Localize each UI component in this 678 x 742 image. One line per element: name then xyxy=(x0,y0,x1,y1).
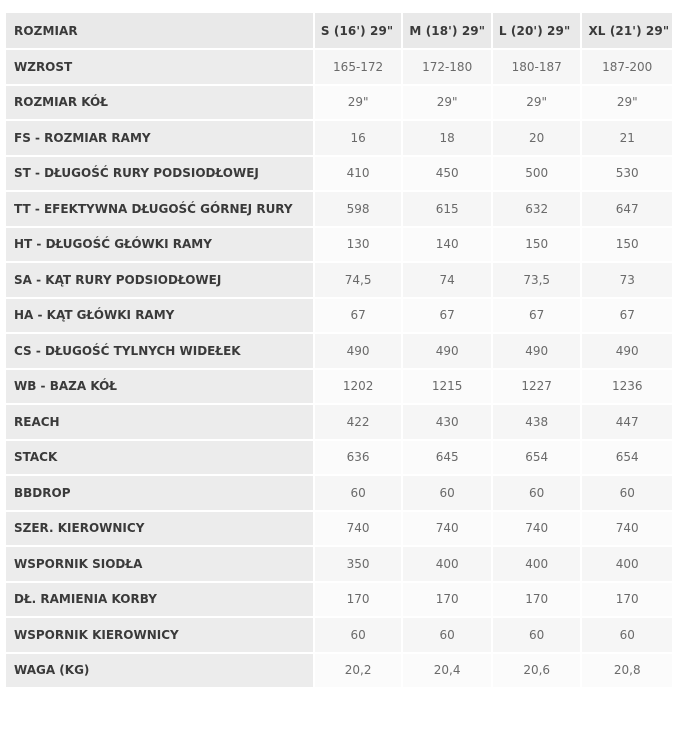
header-size-m: M (18') 29" xyxy=(403,13,491,48)
table-cell: 400 xyxy=(582,547,672,581)
table-cell: 165-172 xyxy=(315,50,402,84)
table-cell: 654 xyxy=(582,441,672,475)
table-cell: 490 xyxy=(315,334,402,368)
table-row xyxy=(6,157,672,191)
header-label: ROZMIAR xyxy=(6,13,313,48)
table-cell: 67 xyxy=(582,299,672,333)
table-cell: 29" xyxy=(315,86,402,120)
header-size-s: S (16') 29" xyxy=(315,13,402,48)
table-cell: 615 xyxy=(403,192,491,226)
table-cell: 170 xyxy=(315,583,402,617)
table-cell: 645 xyxy=(403,441,491,475)
table-row xyxy=(6,441,672,475)
table-cell: 490 xyxy=(582,334,672,368)
table-cell: 430 xyxy=(403,405,491,439)
table-cell: 1227 xyxy=(493,370,581,404)
row-label: SZER. KIEROWNICY xyxy=(6,512,313,546)
table-cell: 20,6 xyxy=(493,654,581,688)
table-body xyxy=(6,50,672,687)
table-cell: 20,2 xyxy=(315,654,402,688)
row-label: FS - ROZMIAR RAMY xyxy=(6,121,313,155)
table-cell: 410 xyxy=(315,157,402,191)
table-cell: 29" xyxy=(582,86,672,120)
table-cell: 67 xyxy=(315,299,402,333)
header-size-l: L (20') 29" xyxy=(493,13,581,48)
geometry-table xyxy=(4,11,674,689)
table-cell: 150 xyxy=(582,228,672,262)
table-cell: 60 xyxy=(582,476,672,510)
table-cell: 130 xyxy=(315,228,402,262)
table-cell: 1202 xyxy=(315,370,402,404)
table-row xyxy=(6,50,672,84)
table-cell: 447 xyxy=(582,405,672,439)
row-label: WB - BAZA KÓŁ xyxy=(6,370,313,404)
table-cell: 16 xyxy=(315,121,402,155)
table-cell: 150 xyxy=(493,228,581,262)
table-cell: 20,8 xyxy=(582,654,672,688)
table-cell: 400 xyxy=(403,547,491,581)
table-row xyxy=(6,618,672,652)
table-cell: 170 xyxy=(582,583,672,617)
table-cell: 140 xyxy=(403,228,491,262)
table-cell: 654 xyxy=(493,441,581,475)
row-label: REACH xyxy=(6,405,313,439)
table-cell: 73 xyxy=(582,263,672,297)
table-cell: 490 xyxy=(403,334,491,368)
table-row xyxy=(6,547,672,581)
table-cell: 1215 xyxy=(403,370,491,404)
row-label: WAGA (KG) xyxy=(6,654,313,688)
table-cell: 60 xyxy=(403,476,491,510)
table-cell: 60 xyxy=(403,618,491,652)
table-cell: 422 xyxy=(315,405,402,439)
row-label: SA - KĄT RURY PODSIODŁOWEJ xyxy=(6,263,313,297)
table-cell: 740 xyxy=(403,512,491,546)
row-label: ROZMIAR KÓŁ xyxy=(6,86,313,120)
table-cell: 450 xyxy=(403,157,491,191)
table-cell: 20 xyxy=(493,121,581,155)
row-label: CS - DŁUGOŚĆ TYLNYCH WIDEŁEK xyxy=(6,334,313,368)
table-cell: 60 xyxy=(582,618,672,652)
table-row xyxy=(6,263,672,297)
header-size-xl: XL (21') 29" xyxy=(582,13,672,48)
table-row xyxy=(6,86,672,120)
row-label: TT - EFEKTYWNA DŁUGOŚĆ GÓRNEJ RURY xyxy=(6,192,313,226)
table-row xyxy=(6,583,672,617)
row-label: WZROST xyxy=(6,50,313,84)
table-cell: 647 xyxy=(582,192,672,226)
table-cell: 67 xyxy=(403,299,491,333)
table-cell: 60 xyxy=(493,476,581,510)
table-cell: 500 xyxy=(493,157,581,191)
table-cell: 74,5 xyxy=(315,263,402,297)
table-row xyxy=(6,121,672,155)
table-cell: 490 xyxy=(493,334,581,368)
table-cell: 740 xyxy=(315,512,402,546)
table-cell: 172-180 xyxy=(403,50,491,84)
table-cell: 187-200 xyxy=(582,50,672,84)
table-cell: 60 xyxy=(315,618,402,652)
row-label: WSPORNIK KIEROWNICY xyxy=(6,618,313,652)
header-row xyxy=(6,13,672,48)
table-row xyxy=(6,370,672,404)
table-cell: 438 xyxy=(493,405,581,439)
table-cell: 60 xyxy=(493,618,581,652)
table-cell: 74 xyxy=(403,263,491,297)
table-cell: 29" xyxy=(403,86,491,120)
table-cell: 636 xyxy=(315,441,402,475)
table-cell: 740 xyxy=(582,512,672,546)
table-cell: 29" xyxy=(493,86,581,120)
table-cell: 21 xyxy=(582,121,672,155)
table-cell: 1236 xyxy=(582,370,672,404)
table-row xyxy=(6,299,672,333)
table-row xyxy=(6,192,672,226)
table-cell: 598 xyxy=(315,192,402,226)
row-label: ST - DŁUGOŚĆ RURY PODSIODŁOWEJ xyxy=(6,157,313,191)
table-cell: 350 xyxy=(315,547,402,581)
row-label: WSPORNIK SIODŁA xyxy=(6,547,313,581)
table-cell: 60 xyxy=(315,476,402,510)
table-cell: 73,5 xyxy=(493,263,581,297)
table-cell: 20,4 xyxy=(403,654,491,688)
table-cell: 180-187 xyxy=(493,50,581,84)
row-label: HA - KĄT GŁÓWKI RAMY xyxy=(6,299,313,333)
table-row xyxy=(6,405,672,439)
table-cell: 530 xyxy=(582,157,672,191)
table-row xyxy=(6,476,672,510)
table-row xyxy=(6,654,672,688)
table-cell: 67 xyxy=(493,299,581,333)
table-cell: 740 xyxy=(493,512,581,546)
table-cell: 170 xyxy=(493,583,581,617)
table-cell: 170 xyxy=(403,583,491,617)
row-label: STACK xyxy=(6,441,313,475)
table-cell: 18 xyxy=(403,121,491,155)
table-row xyxy=(6,334,672,368)
table-cell: 400 xyxy=(493,547,581,581)
table-row xyxy=(6,228,672,262)
table-row xyxy=(6,512,672,546)
row-label: DŁ. RAMIENIA KORBY xyxy=(6,583,313,617)
table-cell: 632 xyxy=(493,192,581,226)
row-label: HT - DŁUGOŚĆ GŁÓWKI RAMY xyxy=(6,228,313,262)
row-label: BBDROP xyxy=(6,476,313,510)
